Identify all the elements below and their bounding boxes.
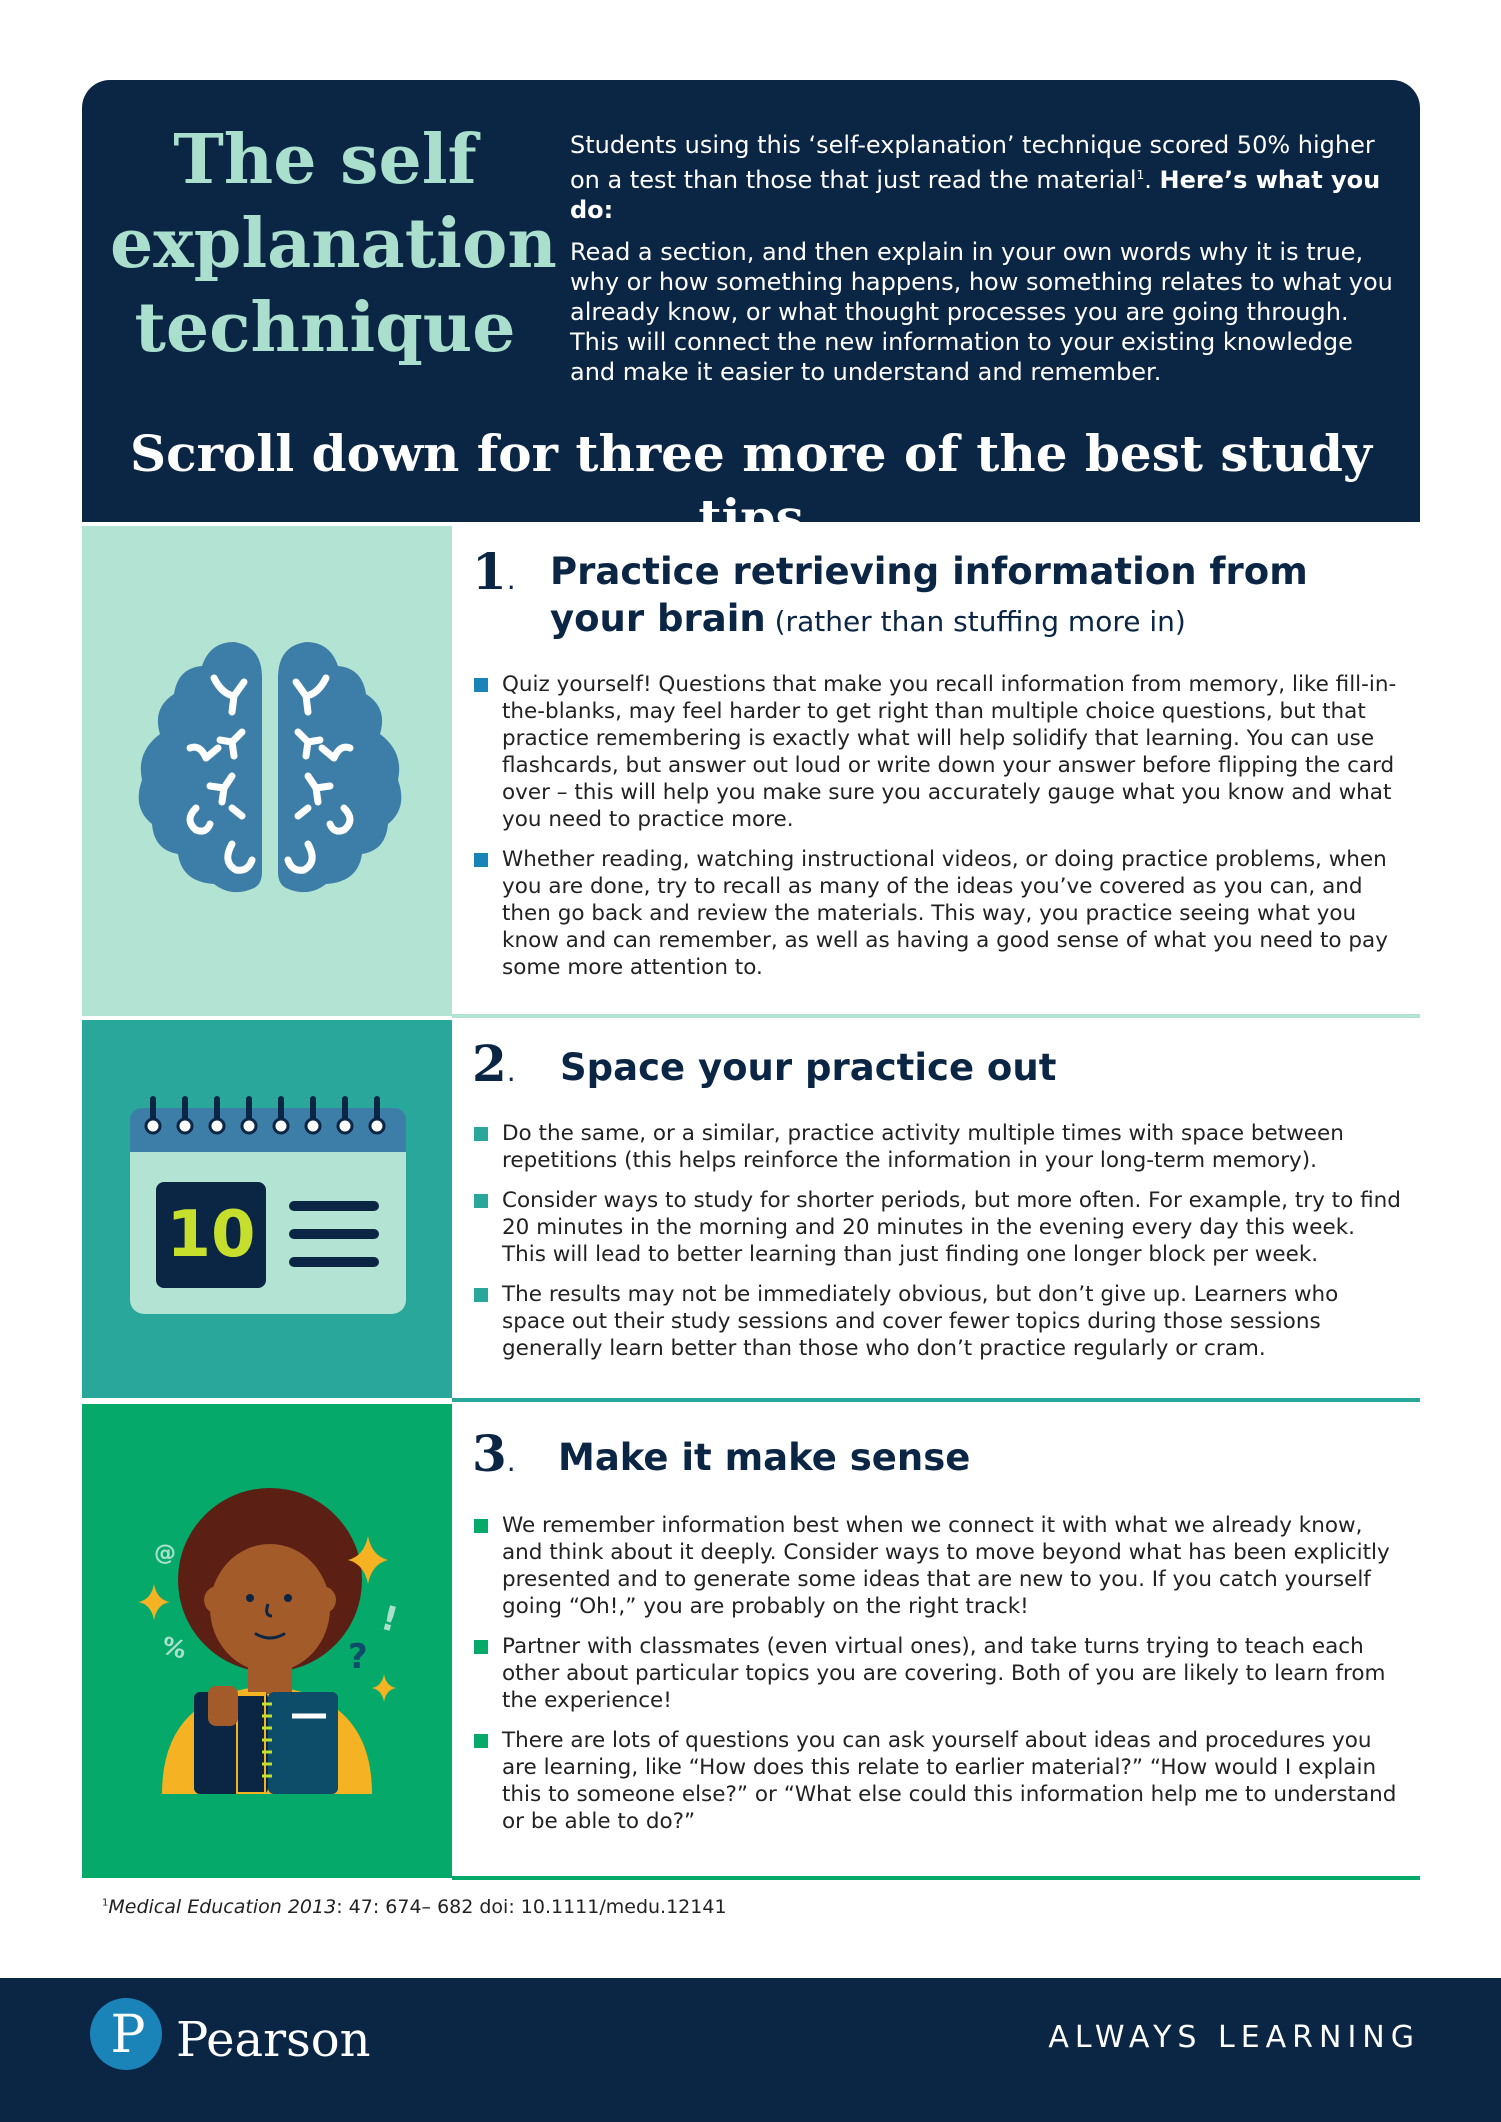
question-symbol: ?	[348, 1637, 368, 1677]
section-1-content: 1. Practice retrieving information from your brain (rather than stuffing more in) Quiz yourself! Questions that make you recall information from memory, like fill-in-the-blanks, may feel harder to get right than multiple choice questions, but that practice remembering is exactly what will help solidify that learning. You can use flashcards, but answer out loud or write down your answer before flipping the card over – this will help you make sure you accurately gauge what you know and what you need to practice more. Whether reading, watching instructional videos, or doing practice problems, when you are done, try to recall as many of the ideas you’ve covered as you can, and then go back and review the materials. This way, you practice seeing what you know and can remember, as well as having a good sense of what you need to pay some more attention to.	[452, 548, 1420, 994]
section-1-number: 1	[472, 542, 507, 601]
section-2-heading: Space your practice out	[560, 1046, 1057, 1089]
svg-text:P: P	[110, 2005, 146, 2065]
list-item: Partner with classmates (even virtual ones), and take turns trying to teach each other about particular topics you are covering. Both of you are likely to learn from the experience!	[472, 1633, 1404, 1714]
section-2-side-panel	[82, 1020, 452, 1398]
list-item: We remember information best when we connect it with what we already know, and think about it deeply. Consider ways to move beyond what has been explicitly presented and to generate some ideas that are new to you. If you catch yourself going “Oh!,” you are probably on the right track!	[472, 1512, 1404, 1620]
calendar-day: 10	[166, 1198, 256, 1272]
section-1-heading: Practice retrieving information from	[550, 550, 1308, 593]
section-3-content: 3. Make it make sense We remember information best when we connect it with what we already know, and think about it deeply. Consider ways to move beyond what has been explicitly presented and to generate some ideas that are new to you. If you catch yourself going “Oh!,” you are probably on the right track! Partner with classmates (even virtual ones), and take turns trying to teach each other about particular topics you are covering. Both of you are likely to learn from the experience! There are lots of questions you can ask yourself about ideas and procedures you are learning, like “How does this relate to earlier material?” “How would I explain this to someone else?” or “What else could this information help me to understand or be able to do?”	[452, 1430, 1420, 1848]
section-1-divider	[452, 1014, 1420, 1018]
section-1-heading-line2: your brain	[550, 597, 766, 640]
section-3-bullets	[472, 1512, 1404, 1835]
section-2-divider	[452, 1398, 1420, 1402]
list-item: Consider ways to study for shorter periods, but more often. For example, try to find 20 minutes in the morning and 20 minutes in the evening every day this week. This will lead to better learning than just finding one longer block per week.	[472, 1187, 1404, 1268]
scroll-prompt: Scroll down for three more of the best study tips	[130, 424, 1372, 547]
sparkle-icon	[138, 1584, 170, 1620]
student-icon	[82, 1404, 452, 1878]
section-3-heading: Make it make sense	[558, 1436, 971, 1479]
intro-paragraph-2: Read a section, and then explain in your own words why it is true, why or how something happens, how something relates to what you already know, or what thought processes you are going through. This will connect the new information to your existing knowledge and make it easier to understand and remember.	[570, 238, 1393, 386]
section-1-bullets	[472, 671, 1404, 981]
brain-icon	[82, 526, 452, 1016]
list-item: The results may not be immediately obvious, but don’t give up. Learners who space out their study sessions and cover fewer topics during those sessions generally learn better than those who don’t practice regularly or cram.	[472, 1281, 1404, 1362]
exclamation-symbol: !	[376, 1598, 403, 1641]
section-2-bullets	[472, 1120, 1404, 1362]
intro-text	[570, 130, 1400, 399]
list-item: Do the same, or a similar, practice activity multiple times with space between repetitions (this helps reinforce the information in your long-term memory).	[472, 1120, 1404, 1174]
brand-name: Pearson	[176, 2012, 371, 2068]
section-2-number: 2	[472, 1034, 507, 1093]
at-symbol: @	[154, 1541, 176, 1566]
percent-symbol: %	[158, 1631, 190, 1665]
section-1-side-panel	[82, 526, 452, 1016]
section-2-content: 2. Space your practice out Do the same, or a similar, practice activity multiple times with space between repetitions (this helps reinforce the information in your long-term memory). Consider ways to study for shorter periods, but more often. For example, try to find 20 minutes in the morning and 20 minutes in the evening every day this week. This will lead to better learning than just finding one longer block per week. The results may not be immediately obvious, but don’t give up. Learners who space out their study sessions and cover fewer topics during those sessions generally learn better than those who don’t practice regularly or cram.	[452, 1040, 1420, 1375]
intro-paragraph-1: Students using this ‘self-explanation’ technique scored 50% higher on a test than those that just read the material$^1$. Here’s what you do:	[570, 131, 1381, 224]
page-title: The self explanation technique	[110, 120, 557, 368]
section-3-number: 3	[472, 1424, 507, 1483]
sparkle-icon	[372, 1674, 396, 1702]
section-3-divider	[452, 1876, 1420, 1880]
tagline: ALWAYS LEARNING	[1048, 2020, 1420, 2055]
section-1-subheading: (rather than stuffing more in)	[765, 605, 1186, 638]
calendar-icon	[82, 1020, 452, 1398]
footnote: $^1$Medical Education 2013: 47: 674– 682 doi: 10.1111/medu.12141	[102, 1896, 727, 1918]
section-3-side-panel	[82, 1404, 452, 1878]
list-item: Whether reading, watching instructional videos, or doing practice problems, when you are done, try to recall as many of the ideas you’ve covered as you can, and then go back and review the materials. This way, you practice seeing what you know and can remember, as well as having a good sense of what you need to pay some more attention to.	[472, 846, 1404, 981]
pearson-logo-icon	[88, 1996, 164, 2072]
list-item: There are lots of questions you can ask yourself about ideas and procedures you are learning, like “How does this relate to earlier material?” “How would I explain this to someone else?” or “What else could this information help me to understand or be able to do?”	[472, 1727, 1404, 1835]
list-item: Quiz yourself! Questions that make you recall information from memory, like fill-in-the-blanks, may feel harder to get right than multiple choice questions, but that practice remembering is exactly what will help solidify that learning. You can use flashcards, but answer out loud or write down your answer before flipping the card over – this will help you make sure you accurately gauge what you know and what you need to practice more.	[472, 671, 1404, 833]
